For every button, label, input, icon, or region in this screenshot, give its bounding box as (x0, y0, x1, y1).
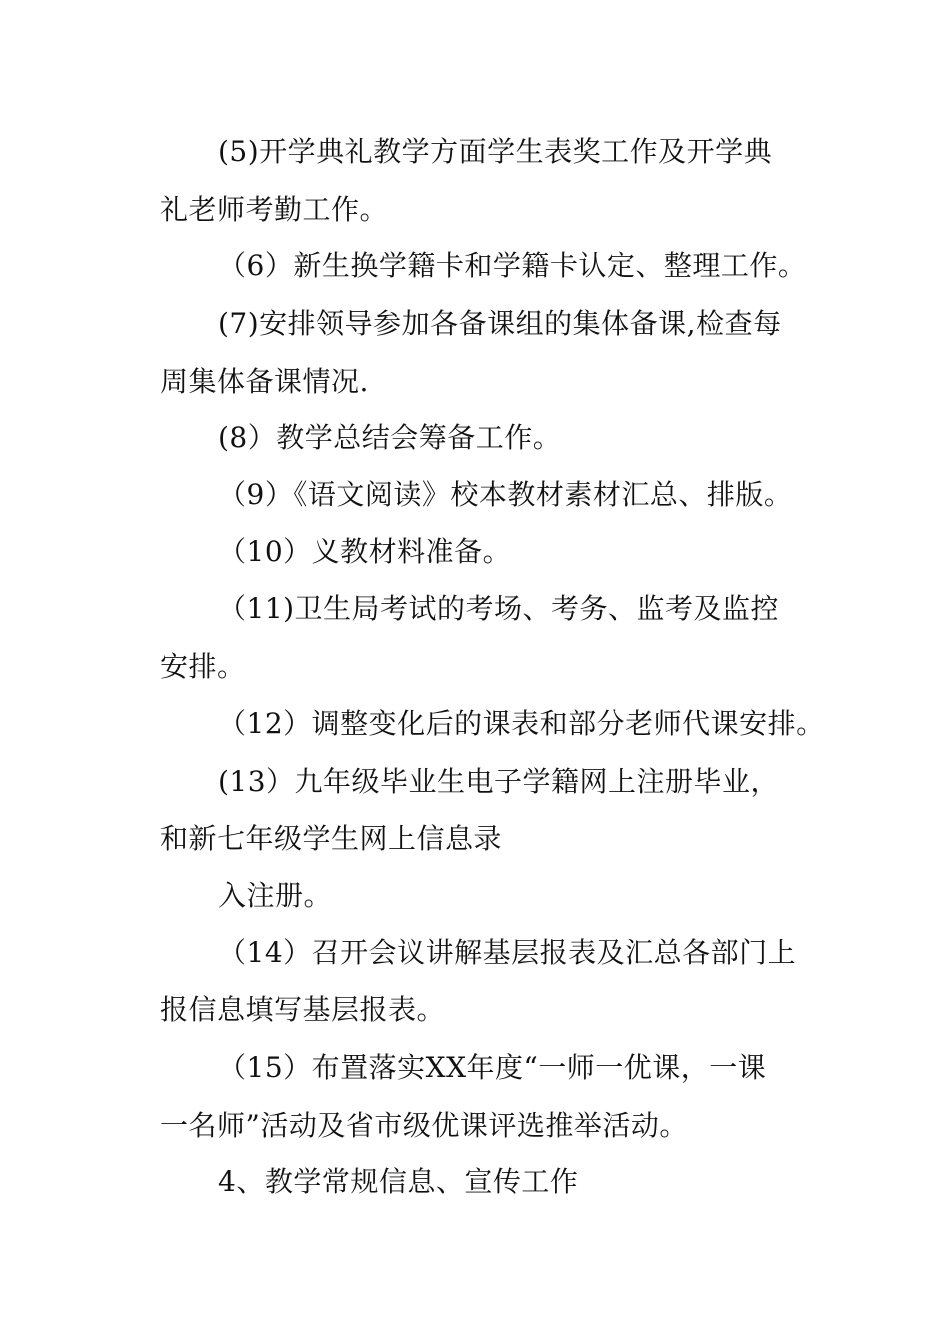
paragraph-line: 和新七年级学生网上信息录 (160, 822, 503, 855)
paragraph-line: （9）《语文阅读》校本教材素材汇总、排版。 (218, 478, 793, 511)
section-heading: 4、教学常规信息、宣传工作 (218, 1165, 579, 1198)
paragraph-line: 一名师”活动及省市级优课评选推举活动。 (160, 1109, 688, 1142)
paragraph-line: 报信息填写基层报表。 (160, 993, 446, 1026)
paragraph-line: （11)卫生局考试的考场、考务、监考及监控 (218, 592, 780, 625)
paragraph-line: (13）九年级毕业生电子学籍网上注册毕业， (218, 765, 780, 798)
paragraph-line: 入注册。 (218, 879, 333, 912)
paragraph-line: 安排。 (160, 650, 246, 683)
paragraph-line: （6）新生换学籍卡和学籍卡认定、整理工作。 (218, 249, 807, 282)
paragraph-line: （10）义教材料准备。 (218, 535, 512, 568)
paragraph-line: (5)开学典礼教学方面学生表奖工作及开学典 (218, 135, 773, 168)
paragraph-line: 礼老师考勤工作。 (160, 193, 389, 226)
paragraph-line: （15）布置落实XX年度“一师一优课，一课 (218, 1051, 767, 1084)
paragraph-line: (7)安排领导参加各备课组的集体备课,检查每 (218, 307, 782, 340)
paragraph-line: 周集体备课情况. (160, 365, 369, 398)
paragraph-line: （12）调整变化后的课表和部分老师代课安排。 (218, 707, 825, 740)
paragraph-line: (8）教学总结会筹备工作。 (218, 421, 562, 454)
paragraph-line: （14）召开会议讲解基层报表及汇总各部门上 (218, 936, 797, 969)
